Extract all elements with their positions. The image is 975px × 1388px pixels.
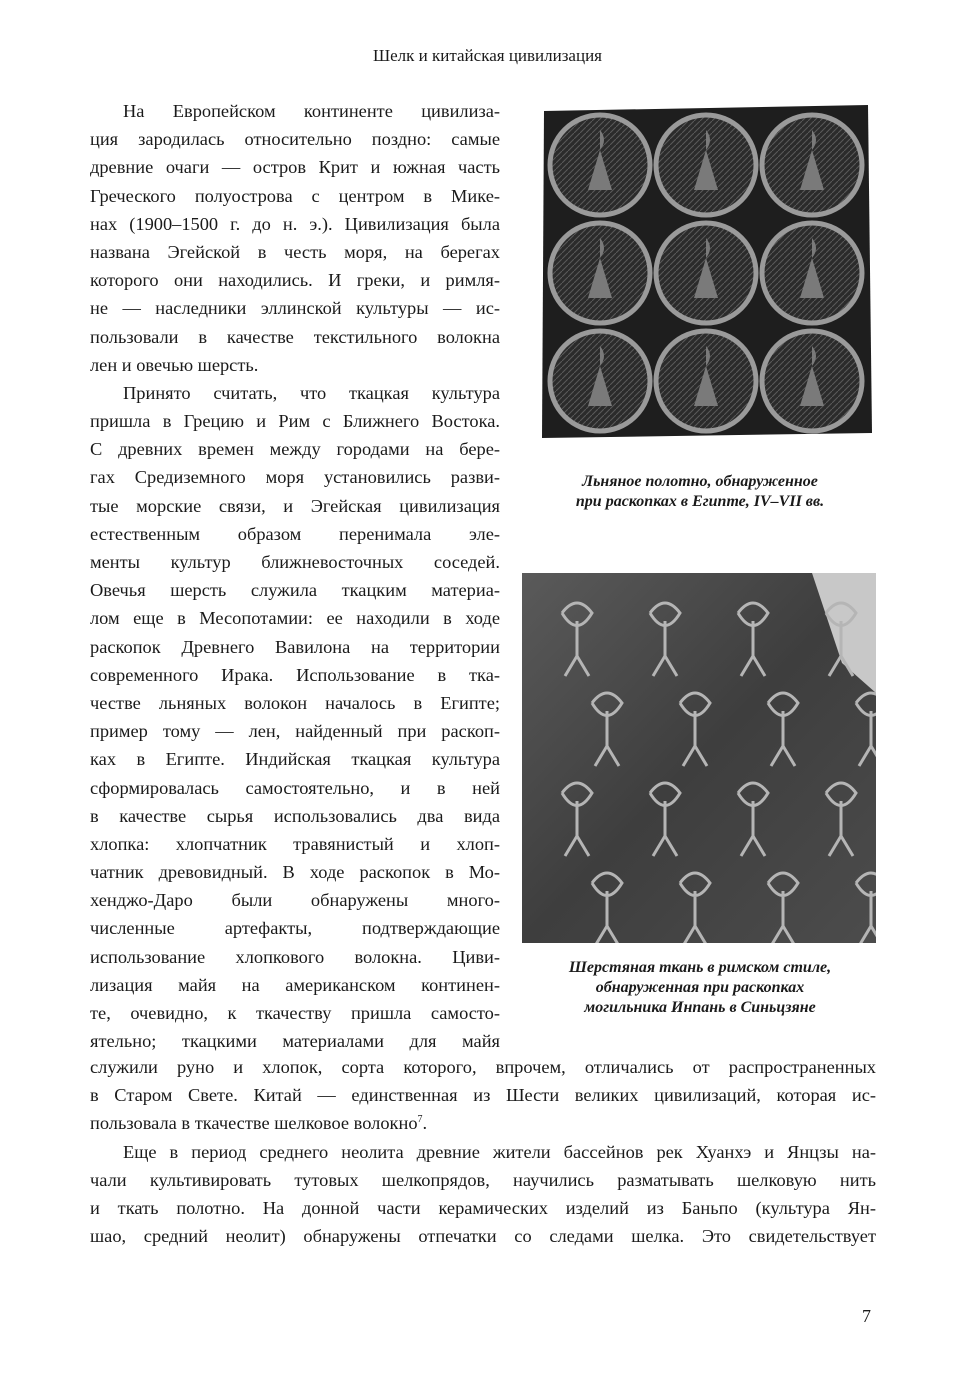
text-line-content: пользовала в ткачестве шелковое волокно: [90, 1113, 418, 1134]
page-number: 7: [862, 1306, 871, 1326]
text-line: [90, 858, 500, 886]
text-line-content: чатник древовидный. В ходе раскопок в Мо-: [90, 862, 500, 883]
text-line: [90, 999, 500, 1027]
full-width-text: [90, 1053, 876, 1250]
text-line-content: пример тому — лен, найденный при раскоп-: [90, 721, 500, 742]
text-line: [90, 435, 500, 463]
text-line-content: древние очаги — остров Крит и южная часть: [90, 157, 500, 178]
text-line-content: лом еще в Месопотамии: ее находили в ходе: [90, 608, 500, 629]
text-line-content: лен и овечью шерсть.: [90, 354, 259, 375]
text-line: [90, 407, 500, 435]
figure-linen-textile-image: [538, 103, 874, 440]
text-line-content: Овечья шерсть служила ткацким материа-: [90, 580, 500, 601]
caption-line: могильника Инпань в Синьцзяне: [584, 999, 816, 1016]
caption-line: при раскопках в Египте, IV–VII вв.: [575, 493, 825, 510]
text-line-content: пришла в Грецию и Рим с Ближнего Востока.: [90, 411, 500, 432]
text-line-content: раскопок Древнего Вавилона на территории: [90, 636, 500, 657]
text-line-content: и ткать полотно. На донной части керамических изделий из Баньпо (культура Ян-: [90, 1197, 876, 1218]
text-line-content: численные артефакты, подтверждающие: [90, 918, 500, 939]
text-line: [90, 1027, 500, 1055]
running-header: Шелк и китайская цивилизация: [372, 46, 602, 65]
figure-2-caption: [520, 958, 880, 1018]
text-line-content: ках в Египте. Индийская ткацкая культура: [90, 749, 500, 770]
text-line: [90, 971, 500, 999]
caption-line: Льняное полотно, обнаруженное: [582, 473, 818, 490]
text-line: [90, 717, 500, 745]
text-line: [90, 125, 500, 153]
text-line: [90, 379, 500, 407]
text-line-content: ятельно; ткацкими материалами для майя: [90, 1031, 500, 1052]
text-line-content: не — наследники эллинской культуры — ис-: [90, 298, 500, 319]
text-line: [90, 323, 500, 351]
text-line: [90, 266, 500, 294]
text-line-content: в качестве сырья использовались два вида: [90, 805, 500, 826]
figure-1-caption: [520, 472, 880, 512]
text-line-content: те, очевидно, к ткачеству пришла самосто-: [90, 1003, 500, 1023]
text-line-content: в Старом Свете. Китай — единственная из Шести великих цивилизаций, которая ис-: [90, 1085, 876, 1106]
text-line-content: тые морские связи, и Эгейская цивилизация: [90, 495, 500, 516]
text-line: [90, 1053, 876, 1081]
text-line-content: сформировалась самостоятельно, и в ней: [90, 777, 500, 798]
text-line: [90, 745, 500, 773]
text-line-content: шао, средний неолит) обнаружены отпечатки со следами шелка. Это свидетельствует: [90, 1226, 876, 1247]
text-line: [90, 351, 500, 379]
text-line: [90, 661, 500, 689]
text-line: [90, 294, 500, 322]
text-line-content: С древних времен между городами на бере-: [90, 439, 500, 460]
text-line-content: названа Эгейской в честь моря, на берегах: [90, 241, 500, 262]
text-line-content: нах (1900–1500 г. до н. э.). Цивилизация была: [90, 213, 500, 234]
figure-wool-textile-image: [522, 573, 876, 943]
text-line-content: гах Средиземного моря установились разви-: [90, 467, 500, 488]
text-line: [90, 774, 500, 802]
text-line: [90, 210, 500, 238]
text-line-content: менты культур ближневосточных соседей.: [90, 552, 500, 572]
left-text-column: [90, 97, 500, 1055]
text-line-content: Принято считать, что ткацкая культура: [123, 382, 500, 403]
text-line: [90, 604, 500, 632]
text-line-content: честве льняных волокон началось в Египте;: [90, 692, 500, 713]
text-line: [90, 548, 500, 576]
text-line-content: чали культивировать тутовых шелкопрядов, научились разматывать шелковую нить: [90, 1169, 876, 1190]
text-line-content: лизация майя на американском континен-: [90, 974, 500, 995]
text-line-content: использование хлопкового волокна. Циви-: [90, 946, 500, 967]
text-line-content: Греческого полуострова с центром в Мике-: [90, 185, 500, 206]
text-line-content: хенджо-Даро были обнаружены много-: [90, 890, 500, 911]
text-line: [90, 1166, 876, 1194]
footnote-marker[interactable]: 7: [417, 1114, 423, 1126]
text-line: [90, 153, 500, 181]
text-line: [90, 802, 500, 830]
text-line-content: которого они находились. И греки, и римля-: [90, 270, 500, 291]
text-line-content: На Европейском континенте цивилиза-: [123, 101, 500, 121]
text-line: [90, 576, 500, 604]
text-line: [90, 1194, 876, 1222]
text-line: [90, 238, 500, 266]
text-line: [90, 886, 500, 914]
text-line-content: служили руно и хлопок, сорта которого, впрочем, отличались от распространенных: [90, 1057, 876, 1077]
text-line-content: хлопка: хлопчатник травянистый и хлоп-: [90, 833, 500, 854]
text-line-content: ция зародилась относительно поздно: самые: [90, 129, 500, 150]
text-line-content: пользовали в качестве текстильного волокна: [90, 326, 500, 347]
text-line-content: естественным образом перенимала эле-: [90, 523, 500, 544]
text-line: [90, 914, 500, 942]
text-line: [90, 830, 500, 858]
text-line: [90, 463, 500, 491]
text-line: [90, 97, 500, 125]
text-line: [90, 1222, 876, 1250]
punctuation: .: [422, 1113, 428, 1134]
text-line: [90, 1138, 876, 1166]
text-line: [90, 1081, 876, 1109]
text-line: [90, 1109, 876, 1137]
caption-line: обнаруженная при раскопках: [595, 979, 805, 996]
caption-line: Шерстяная ткань в римском стиле,: [568, 959, 832, 976]
text-line: [90, 943, 500, 971]
text-line-content: Еще в период среднего неолита древние жители бассейнов рек Хуанхэ и Янцзы на-: [123, 1141, 876, 1162]
text-line: [90, 182, 500, 210]
text-line: [90, 689, 500, 717]
text-line-content: современного Ирака. Использование в тка-: [90, 664, 500, 685]
text-line: [90, 633, 500, 661]
text-line: [90, 492, 500, 520]
text-line: [90, 520, 500, 548]
